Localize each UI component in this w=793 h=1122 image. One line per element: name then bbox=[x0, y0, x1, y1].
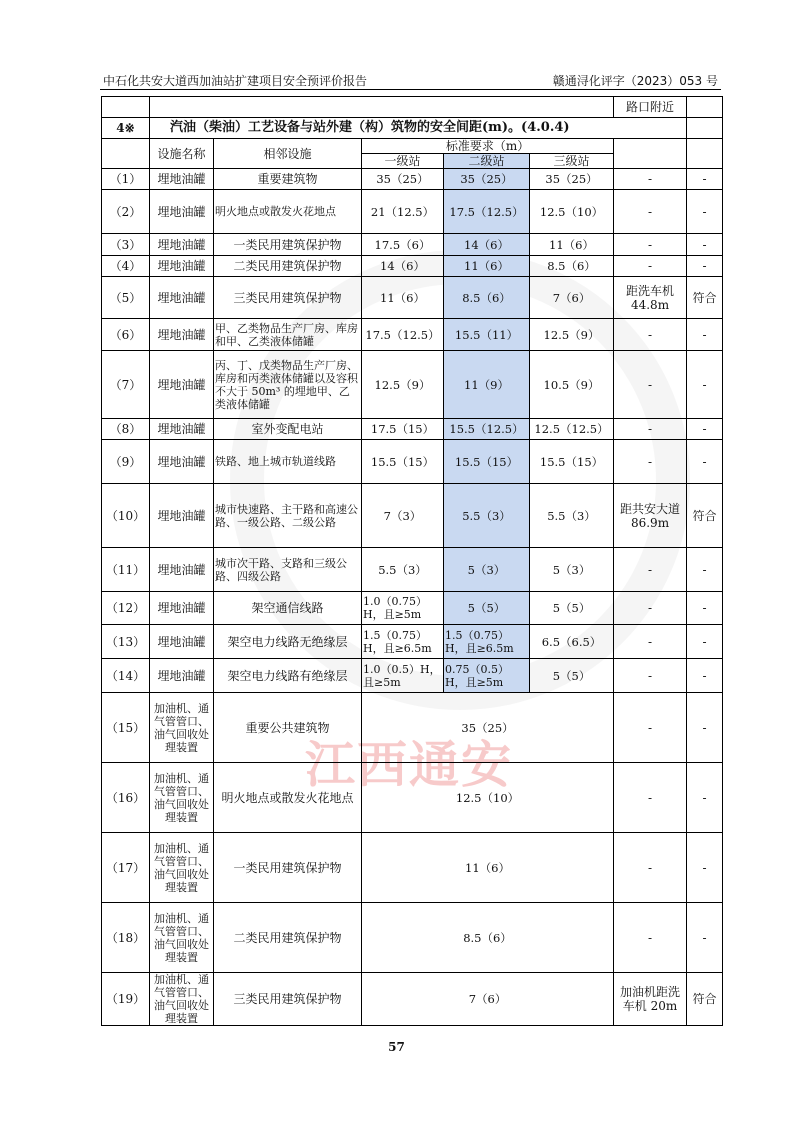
row-number: （18） bbox=[102, 903, 150, 973]
row-number: （9） bbox=[102, 440, 150, 484]
table-row bbox=[102, 833, 723, 903]
row-number: （10） bbox=[102, 484, 150, 548]
row-number: （19） bbox=[102, 973, 150, 1026]
grade-2-value: 15.5（15） bbox=[444, 440, 530, 484]
grade-3-value: 5（5） bbox=[530, 592, 614, 625]
table-row bbox=[102, 903, 723, 973]
facility-name: 埋地油罐 bbox=[150, 419, 214, 440]
adjacent-facility: 城市次干路、支路和三级公路、四级公路 bbox=[214, 548, 362, 592]
compliance-result: - bbox=[687, 833, 723, 903]
adjacent-facility: 三类民用建筑保护物 bbox=[214, 277, 362, 319]
compliance-result: - bbox=[687, 440, 723, 484]
actual-distance: 加油机距洗车机 20m bbox=[614, 973, 687, 1026]
table-row bbox=[102, 169, 723, 190]
actual-distance: - bbox=[614, 592, 687, 625]
compliance-result: - bbox=[687, 319, 723, 351]
col-grade-3: 三级站 bbox=[530, 154, 614, 169]
grade-2-value: 14（6） bbox=[444, 234, 530, 256]
grade-3-value: 5.5（3） bbox=[530, 484, 614, 548]
row-number: （15） bbox=[102, 693, 150, 763]
facility-name: 埋地油罐 bbox=[150, 169, 214, 190]
row-number: （1） bbox=[102, 169, 150, 190]
actual-distance: - bbox=[614, 833, 687, 903]
grade-1-value: 11（6） bbox=[362, 277, 444, 319]
col-grade-1: 一级站 bbox=[362, 154, 444, 169]
adjacent-facility: 明火地点或散发火花地点 bbox=[214, 763, 362, 833]
table-row bbox=[102, 693, 723, 763]
grade-3-value: 6.5（6.5） bbox=[530, 625, 614, 659]
adjacent-facility: 三类民用建筑保护物 bbox=[214, 973, 362, 1026]
actual-distance: 距共安大道 86.9m bbox=[614, 484, 687, 548]
adjacent-facility: 重要公共建筑物 bbox=[214, 693, 362, 763]
grade-3-value: 5（5） bbox=[530, 659, 614, 693]
row-number: （11） bbox=[102, 548, 150, 592]
section-row bbox=[102, 118, 723, 139]
facility-name: 加油机、通气管管口、油气回收处理装置 bbox=[150, 833, 214, 903]
compliance-result: - bbox=[687, 351, 723, 419]
adjacent-facility: 架空电力线路有绝缘层 bbox=[214, 659, 362, 693]
actual-distance: - bbox=[614, 763, 687, 833]
row-number: （14） bbox=[102, 659, 150, 693]
standard-value: 12.5（10） bbox=[362, 763, 614, 833]
compliance-result: 符合 bbox=[687, 277, 723, 319]
compliance-result: - bbox=[687, 169, 723, 190]
adjacent-facility: 二类民用建筑保护物 bbox=[214, 256, 362, 277]
facility-name: 加油机、通气管管口、油气回收处理装置 bbox=[150, 693, 214, 763]
grade-1-value: 17.5（6） bbox=[362, 234, 444, 256]
table-row bbox=[102, 440, 723, 484]
adjacent-facility: 城市快速路、主干路和高速公路、一级公路、二级公路 bbox=[214, 484, 362, 548]
compliance-result: - bbox=[687, 190, 723, 234]
page-number: 57 bbox=[388, 1040, 405, 1054]
actual-distance: - bbox=[614, 351, 687, 419]
table-row bbox=[102, 592, 723, 625]
grade-2-value: 1.5（0.75）H，且≥6.5m bbox=[444, 625, 530, 659]
table-row bbox=[102, 277, 723, 319]
row-number: （16） bbox=[102, 763, 150, 833]
grade-2-value: 0.75（0.5）H，且≥5m bbox=[444, 659, 530, 693]
header-row-1 bbox=[102, 139, 723, 154]
table-row bbox=[102, 256, 723, 277]
adjacent-facility: 甲、乙类物品生产厂房、库房和甲、乙类液体储罐 bbox=[214, 319, 362, 351]
compliance-result: - bbox=[687, 548, 723, 592]
row-number: （7） bbox=[102, 351, 150, 419]
adjacent-facility: 重要建筑物 bbox=[214, 169, 362, 190]
table-row bbox=[102, 419, 723, 440]
compliance-result: - bbox=[687, 592, 723, 625]
row-number: （12） bbox=[102, 592, 150, 625]
grade-3-value: 35（25） bbox=[530, 169, 614, 190]
grade-2-value: 15.5（11） bbox=[444, 319, 530, 351]
grade-1-value: 17.5（15） bbox=[362, 419, 444, 440]
facility-name: 埋地油罐 bbox=[150, 592, 214, 625]
compliance-result: - bbox=[687, 903, 723, 973]
actual-distance: - bbox=[614, 234, 687, 256]
row-number: （13） bbox=[102, 625, 150, 659]
grade-2-value: 17.5（12.5） bbox=[444, 190, 530, 234]
grade-1-value: 1.0（0.5）H，且≥5m bbox=[362, 659, 444, 693]
row-number: （2） bbox=[102, 190, 150, 234]
compliance-result: - bbox=[687, 256, 723, 277]
grade-2-value: 35（25） bbox=[444, 169, 530, 190]
table-row bbox=[102, 351, 723, 419]
table-row bbox=[102, 484, 723, 548]
actual-distance: - bbox=[614, 693, 687, 763]
grade-1-value: 7（3） bbox=[362, 484, 444, 548]
grade-3-value: 15.5（15） bbox=[530, 440, 614, 484]
actual-distance: - bbox=[614, 190, 687, 234]
table-row bbox=[102, 659, 723, 693]
row-number: （3） bbox=[102, 234, 150, 256]
grade-1-value: 1.5（0.75）H，且≥6.5m bbox=[362, 625, 444, 659]
grade-3-value: 8.5（6） bbox=[530, 256, 614, 277]
table-row bbox=[102, 234, 723, 256]
table-row bbox=[102, 763, 723, 833]
facility-name: 加油机、通气管管口、油气回收处理装置 bbox=[150, 973, 214, 1026]
actual-distance: - bbox=[614, 903, 687, 973]
compliance-result: - bbox=[687, 234, 723, 256]
header-doc-number: 赣通浔化评字（2023）053 号 bbox=[552, 74, 718, 88]
actual-distance: - bbox=[614, 440, 687, 484]
facility-name: 埋地油罐 bbox=[150, 659, 214, 693]
compliance-result: - bbox=[687, 419, 723, 440]
grade-2-value: 8.5（6） bbox=[444, 277, 530, 319]
compliance-result: - bbox=[687, 625, 723, 659]
grade-2-value: 5（3） bbox=[444, 548, 530, 592]
table-row bbox=[102, 973, 723, 1026]
header-divider bbox=[100, 89, 721, 90]
grade-3-value: 12.5（10） bbox=[530, 190, 614, 234]
grade-2-value: 5（5） bbox=[444, 592, 530, 625]
adjacent-facility: 一类民用建筑保护物 bbox=[214, 234, 362, 256]
facility-name: 埋地油罐 bbox=[150, 351, 214, 419]
compliance-result: - bbox=[687, 659, 723, 693]
actual-distance: - bbox=[614, 169, 687, 190]
facility-name: 埋地油罐 bbox=[150, 319, 214, 351]
grade-2-value: 5.5（3） bbox=[444, 484, 530, 548]
continued-actual: 路口附近 bbox=[614, 97, 687, 118]
section-number: 4※ bbox=[102, 118, 150, 139]
grade-3-value: 11（6） bbox=[530, 234, 614, 256]
col-grade-2: 二级站 bbox=[444, 154, 530, 169]
facility-name: 埋地油罐 bbox=[150, 256, 214, 277]
grade-3-value: 12.5（9） bbox=[530, 319, 614, 351]
table-row bbox=[102, 625, 723, 659]
adjacent-facility: 一类民用建筑保护物 bbox=[214, 833, 362, 903]
facility-name: 加油机、通气管管口、油气回收处理装置 bbox=[150, 903, 214, 973]
safety-distance-table bbox=[101, 96, 723, 1026]
facility-name: 埋地油罐 bbox=[150, 234, 214, 256]
grade-1-value: 5.5（3） bbox=[362, 548, 444, 592]
row-number: （17） bbox=[102, 833, 150, 903]
adjacent-facility: 架空通信线路 bbox=[214, 592, 362, 625]
table-row bbox=[102, 319, 723, 351]
grade-2-value: 11（6） bbox=[444, 256, 530, 277]
grade-3-value: 12.5（12.5） bbox=[530, 419, 614, 440]
adjacent-facility: 室外变配电站 bbox=[214, 419, 362, 440]
facility-name: 埋地油罐 bbox=[150, 548, 214, 592]
standard-value: 11（6） bbox=[362, 833, 614, 903]
col-standard: 标准要求（m） bbox=[362, 139, 614, 154]
adjacent-facility: 明火地点或散发火花地点 bbox=[214, 190, 362, 234]
facility-name: 埋地油罐 bbox=[150, 440, 214, 484]
adjacent-facility: 二类民用建筑保护物 bbox=[214, 903, 362, 973]
actual-distance: - bbox=[614, 659, 687, 693]
table-row bbox=[102, 190, 723, 234]
compliance-result: 符合 bbox=[687, 973, 723, 1026]
grade-3-value: 5（3） bbox=[530, 548, 614, 592]
watermark-text: 江西通安 bbox=[305, 736, 513, 794]
grade-1-value: 35（25） bbox=[362, 169, 444, 190]
facility-name: 埋地油罐 bbox=[150, 484, 214, 548]
header-report-title: 中石化共安大道西加油站扩建项目安全预评价报告 bbox=[103, 74, 368, 88]
grade-3-value: 7（6） bbox=[530, 277, 614, 319]
row-number: （8） bbox=[102, 419, 150, 440]
actual-distance: 距洗车机 44.8m bbox=[614, 277, 687, 319]
facility-name: 加油机、通气管管口、油气回收处理装置 bbox=[150, 763, 214, 833]
adjacent-facility: 铁路、地上城市轨道线路 bbox=[214, 440, 362, 484]
grade-1-value: 15.5（15） bbox=[362, 440, 444, 484]
standard-value: 7（6） bbox=[362, 973, 614, 1026]
adjacent-facility: 架空电力线路无绝缘层 bbox=[214, 625, 362, 659]
row-number: （4） bbox=[102, 256, 150, 277]
grade-2-value: 11（9） bbox=[444, 351, 530, 419]
row-number: （5） bbox=[102, 277, 150, 319]
standard-value: 8.5（6） bbox=[362, 903, 614, 973]
compliance-result: 符合 bbox=[687, 484, 723, 548]
standard-value: 35（25） bbox=[362, 693, 614, 763]
section-title: 汽油（柴油）工艺设备与站外建（构）筑物的安全间距(m)。(4.0.4) bbox=[150, 118, 687, 139]
actual-distance: - bbox=[614, 256, 687, 277]
grade-2-value: 15.5（12.5） bbox=[444, 419, 530, 440]
grade-1-value: 17.5（12.5） bbox=[362, 319, 444, 351]
actual-distance: - bbox=[614, 625, 687, 659]
grade-1-value: 21（12.5） bbox=[362, 190, 444, 234]
actual-distance: - bbox=[614, 548, 687, 592]
actual-distance: - bbox=[614, 419, 687, 440]
table-row bbox=[102, 548, 723, 592]
grade-1-value: 1.0（0.75）H，且≥5m bbox=[362, 592, 444, 625]
compliance-result: - bbox=[687, 693, 723, 763]
continued-row bbox=[102, 97, 723, 118]
facility-name: 埋地油罐 bbox=[150, 277, 214, 319]
col-adjacent: 相邻设施 bbox=[214, 139, 362, 169]
row-number: （6） bbox=[102, 319, 150, 351]
grade-1-value: 14（6） bbox=[362, 256, 444, 277]
adjacent-facility: 丙、丁、戊类物品生产厂房、库房和丙类液体储罐以及容积不大于 50m³ 的埋地甲、乙类液体储罐 bbox=[214, 351, 362, 419]
compliance-result: - bbox=[687, 763, 723, 833]
col-facility: 设施名称 bbox=[150, 139, 214, 169]
grade-3-value: 10.5（9） bbox=[530, 351, 614, 419]
facility-name: 埋地油罐 bbox=[150, 190, 214, 234]
facility-name: 埋地油罐 bbox=[150, 625, 214, 659]
actual-distance: - bbox=[614, 319, 687, 351]
grade-1-value: 12.5（9） bbox=[362, 351, 444, 419]
